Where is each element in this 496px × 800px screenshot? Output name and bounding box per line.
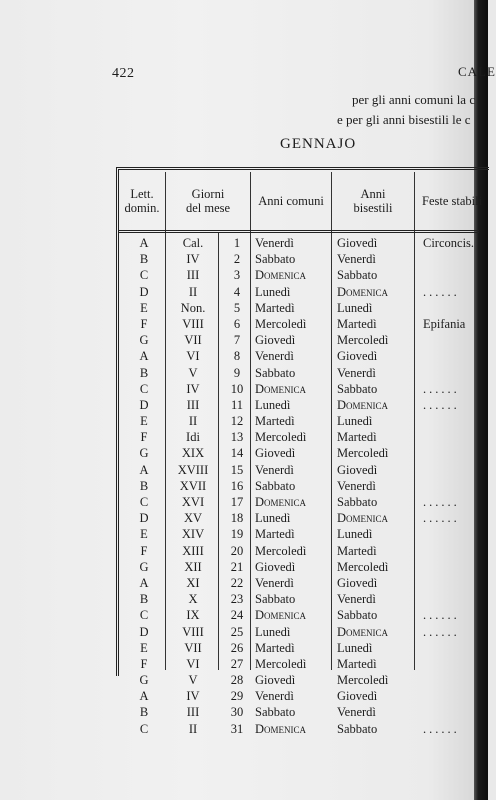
- roman-day: XVIII: [177, 462, 209, 477]
- day-number: 6: [233, 316, 241, 331]
- weekday-common-year: Mercoledì: [255, 656, 307, 671]
- roman-day: II: [188, 414, 198, 429]
- dominical-letter: B: [139, 705, 149, 720]
- day-number: 27: [230, 656, 244, 671]
- roman-day: II: [188, 284, 198, 299]
- header-lett-line1: Lett.: [130, 187, 154, 201]
- table-row: [119, 559, 479, 575]
- weekday-leap-year: Martedì: [337, 430, 377, 445]
- table-row: [119, 640, 479, 656]
- day-number: 22: [230, 575, 244, 590]
- day-number: 24: [230, 608, 244, 623]
- weekday-common-year: Venerdì: [255, 575, 294, 590]
- header-bisestili-line2: bisestili: [353, 201, 393, 215]
- roman-day: VI: [186, 656, 200, 671]
- weekday-common-year: Mercoledì: [255, 430, 307, 445]
- weekday-common-year: Lunedì: [255, 624, 291, 639]
- weekday-common-year: Venerdì: [255, 689, 294, 704]
- table-row: [119, 235, 479, 251]
- dominical-letter: B: [139, 252, 149, 267]
- weekday-common-year: Sabbato: [255, 592, 296, 607]
- dominical-letter: F: [140, 316, 148, 331]
- dominical-letter: A: [139, 462, 149, 477]
- weekday-leap-year: Giovedì: [337, 575, 378, 590]
- weekday-common-year: Domenica: [255, 721, 307, 736]
- fixed-feast: Circoncis.: [423, 236, 475, 250]
- table-row: [119, 332, 479, 348]
- day-number: 16: [230, 478, 244, 493]
- subtitle-line-2: e per gli anni bisestili le c: [337, 112, 471, 127]
- table-row: [119, 591, 479, 607]
- table-row: [119, 445, 479, 461]
- roman-day: VII: [184, 333, 202, 348]
- weekday-leap-year: Domenica: [337, 397, 389, 412]
- table-row: [119, 381, 479, 397]
- dominical-letter: B: [139, 478, 149, 493]
- day-number: 17: [230, 495, 244, 509]
- table-row: [119, 462, 479, 478]
- day-number: 3: [233, 268, 241, 283]
- weekday-leap-year: Venerdì: [337, 592, 376, 607]
- weekday-common-year: Giovedì: [255, 673, 296, 688]
- weekday-common-year: Sabbato: [255, 705, 296, 720]
- day-number: 19: [230, 527, 244, 542]
- roman-day: IV: [186, 252, 200, 267]
- weekday-leap-year: Giovedì: [337, 349, 378, 364]
- roman-day: III: [186, 268, 200, 283]
- weekday-leap-year: Venerdì: [337, 365, 376, 380]
- day-number: 14: [230, 446, 244, 461]
- weekday-common-year: Giovedì: [255, 446, 296, 461]
- page-number: 422: [112, 66, 135, 81]
- dominical-letter: D: [139, 284, 149, 299]
- dominical-letter: C: [139, 381, 149, 396]
- roman-day: XVI: [181, 495, 205, 509]
- fixed-feast: ......: [423, 608, 460, 623]
- roman-day: VIII: [182, 316, 204, 331]
- weekday-common-year: Martedì: [255, 300, 295, 315]
- roman-day: X: [188, 592, 198, 607]
- weekday-leap-year: Venerdì: [337, 705, 376, 720]
- roman-day: Cal.: [182, 236, 204, 250]
- day-number: 26: [230, 640, 244, 655]
- dominical-letter: F: [140, 430, 148, 445]
- dominical-letter: E: [140, 414, 148, 429]
- fixed-feast: ......: [423, 624, 460, 639]
- table-row: [119, 575, 479, 591]
- table-row: [119, 526, 479, 542]
- dominical-letter: G: [139, 446, 149, 461]
- table-row: [119, 348, 479, 364]
- table-row: [119, 251, 479, 267]
- subtitle-line-1: per gli anni comuni la c: [352, 92, 476, 107]
- running-head: CALE: [458, 64, 496, 79]
- day-number: 4: [233, 284, 241, 299]
- weekday-leap-year: Sabbato: [337, 495, 378, 509]
- day-number: 21: [230, 559, 244, 574]
- roman-day: XIX: [181, 446, 205, 461]
- table-row: [119, 656, 479, 672]
- day-number: 28: [230, 673, 244, 688]
- dominical-letter: E: [140, 300, 148, 315]
- weekday-common-year: Lunedì: [255, 284, 291, 299]
- weekday-leap-year: Mercoledì: [337, 446, 389, 461]
- dominical-letter: E: [140, 527, 148, 542]
- day-number: 1: [233, 236, 241, 250]
- weekday-leap-year: Martedì: [337, 543, 377, 558]
- table-row: [119, 607, 479, 623]
- weekday-leap-year: Venerdì: [337, 252, 376, 267]
- day-number: 20: [230, 543, 244, 558]
- roman-day: IV: [186, 689, 200, 704]
- weekday-common-year: Sabbato: [255, 478, 296, 493]
- weekday-common-year: Mercoledì: [255, 543, 307, 558]
- weekday-leap-year: Giovedì: [337, 236, 378, 250]
- month-title: GENNAJO: [280, 136, 357, 152]
- weekday-leap-year: Domenica: [337, 624, 389, 639]
- weekday-common-year: Martedì: [255, 640, 295, 655]
- weekday-leap-year: Mercoledì: [337, 673, 389, 688]
- table-row: [119, 543, 479, 559]
- dominical-letter: E: [140, 640, 148, 655]
- table-row: [119, 624, 479, 640]
- weekday-leap-year: Martedì: [337, 656, 377, 671]
- roman-day: II: [188, 721, 198, 736]
- day-number: 29: [230, 689, 244, 704]
- dominical-letter: A: [139, 575, 149, 590]
- weekday-leap-year: Lunedì: [337, 414, 373, 429]
- day-number: 23: [230, 592, 244, 607]
- roman-day: VII: [184, 640, 202, 655]
- table-row: [119, 510, 479, 526]
- weekday-leap-year: Sabbato: [337, 721, 378, 736]
- dominical-letter: G: [139, 333, 149, 348]
- dominical-letter: B: [139, 365, 149, 380]
- dominical-letter: D: [139, 397, 149, 412]
- weekday-leap-year: Sabbato: [337, 381, 378, 396]
- table-row: [119, 721, 479, 737]
- weekday-leap-year: Venerdì: [337, 478, 376, 493]
- day-number: 11: [230, 397, 244, 412]
- weekday-leap-year: Lunedì: [337, 640, 373, 655]
- weekday-common-year: Domenica: [255, 381, 307, 396]
- table-row: [119, 688, 479, 704]
- weekday-common-year: Venerdì: [255, 236, 294, 250]
- day-number: 18: [230, 511, 244, 526]
- day-number: 12: [230, 414, 244, 429]
- weekday-leap-year: Sabbato: [337, 608, 378, 623]
- roman-day: V: [188, 673, 198, 688]
- day-number: 9: [233, 365, 241, 380]
- day-number: 10: [230, 381, 244, 396]
- table-row: [119, 284, 479, 300]
- day-number: 15: [230, 462, 244, 477]
- day-number: 7: [233, 333, 241, 348]
- day-number: 30: [230, 705, 244, 720]
- weekday-common-year: Giovedì: [255, 333, 296, 348]
- header-feste-stabili: [416, 172, 488, 208]
- weekday-leap-year: Lunedì: [337, 527, 373, 542]
- dominical-letter: D: [139, 511, 149, 526]
- header-lett-domin: [119, 172, 165, 215]
- weekday-common-year: Sabbato: [255, 365, 296, 380]
- weekday-common-year: Giovedì: [255, 559, 296, 574]
- roman-day: VI: [186, 349, 200, 364]
- header-bisestili-line1: Anni: [360, 187, 386, 201]
- weekday-leap-year: Martedì: [337, 316, 377, 331]
- day-number: 8: [233, 349, 241, 364]
- roman-day: V: [188, 365, 198, 380]
- dominical-letter: C: [139, 495, 149, 509]
- weekday-leap-year: Sabbato: [337, 268, 378, 283]
- header-feste-label: Feste stabili: [422, 194, 483, 208]
- table-body: [119, 235, 479, 737]
- header-anni-comuni: [251, 172, 331, 208]
- roman-day: III: [186, 705, 200, 720]
- weekday-common-year: Martedì: [255, 527, 295, 542]
- dominical-letter: C: [139, 608, 149, 623]
- table-row: [119, 267, 479, 283]
- roman-day: Idi: [186, 430, 200, 445]
- table-row: [119, 494, 479, 510]
- dominical-letter: C: [139, 721, 149, 736]
- table-row: [119, 704, 479, 720]
- roman-day: XI: [186, 575, 200, 590]
- weekday-leap-year: Mercoledì: [337, 333, 389, 348]
- roman-day: XV: [183, 511, 203, 526]
- table-row: [119, 365, 479, 381]
- weekday-common-year: Martedì: [255, 414, 295, 429]
- weekday-common-year: Venerdì: [255, 462, 294, 477]
- roman-day: XIV: [181, 527, 205, 542]
- day-number: 31: [230, 721, 244, 736]
- fixed-feast: ......: [423, 721, 460, 736]
- weekday-common-year: Domenica: [255, 268, 307, 283]
- weekday-common-year: Sabbato: [255, 252, 296, 267]
- roman-day: Non.: [180, 300, 206, 315]
- dominical-letter: F: [140, 543, 148, 558]
- dominical-letter: G: [139, 559, 149, 574]
- roman-day: IX: [186, 608, 200, 623]
- roman-day: XIII: [182, 543, 204, 558]
- fixed-feast: ......: [423, 511, 460, 526]
- table-row: [119, 672, 479, 688]
- roman-day: XII: [184, 559, 202, 574]
- header-giorni: [166, 172, 250, 215]
- day-number: 5: [233, 300, 241, 315]
- weekday-leap-year: Domenica: [337, 284, 389, 299]
- dominical-letter: A: [139, 236, 149, 250]
- dominical-letter: G: [139, 673, 149, 688]
- fixed-feast: ......: [423, 381, 460, 396]
- dominical-letter: D: [139, 624, 149, 639]
- header-anni-bisestili: [332, 172, 414, 215]
- weekday-common-year: Lunedì: [255, 511, 291, 526]
- dominical-letter: A: [139, 689, 149, 704]
- roman-day: IV: [186, 381, 200, 396]
- header-anni-comuni-label: Anni comuni: [258, 194, 324, 208]
- roman-day: VIII: [182, 624, 204, 639]
- weekday-leap-year: Giovedì: [337, 689, 378, 704]
- table-row: [119, 316, 479, 332]
- fixed-feast: ......: [423, 495, 460, 509]
- dominical-letter: B: [139, 592, 149, 607]
- table-row: [119, 413, 479, 429]
- dominical-letter: C: [139, 268, 149, 283]
- table-row: [119, 429, 479, 445]
- roman-day: XVII: [179, 478, 207, 493]
- table-row: [119, 300, 479, 316]
- dominical-letter: A: [139, 349, 149, 364]
- day-number: 13: [230, 430, 244, 445]
- weekday-leap-year: Lunedì: [337, 300, 373, 315]
- header-lett-line2: domin.: [124, 201, 160, 215]
- weekday-leap-year: Mercoledì: [337, 559, 389, 574]
- fixed-feast: ......: [423, 284, 460, 299]
- day-number: 2: [233, 252, 241, 267]
- header-giorni-line2: del mese: [185, 201, 231, 215]
- weekday-common-year: Venerdì: [255, 349, 294, 364]
- day-number: 25: [230, 624, 244, 639]
- weekday-common-year: Domenica: [255, 608, 307, 623]
- weekday-leap-year: Giovedì: [337, 462, 378, 477]
- weekday-common-year: Mercoledì: [255, 316, 307, 331]
- header-giorni-line1: Giorni: [191, 187, 225, 201]
- fixed-feast: ......: [423, 397, 460, 412]
- fixed-feast: Epifania: [423, 316, 466, 331]
- weekday-common-year: Domenica: [255, 495, 307, 509]
- header-separator: [119, 230, 479, 233]
- table-row: [119, 397, 479, 413]
- weekday-leap-year: Domenica: [337, 511, 389, 526]
- weekday-common-year: Lunedì: [255, 397, 291, 412]
- roman-day: III: [186, 397, 200, 412]
- table-row: [119, 478, 479, 494]
- dominical-letter: F: [140, 656, 148, 671]
